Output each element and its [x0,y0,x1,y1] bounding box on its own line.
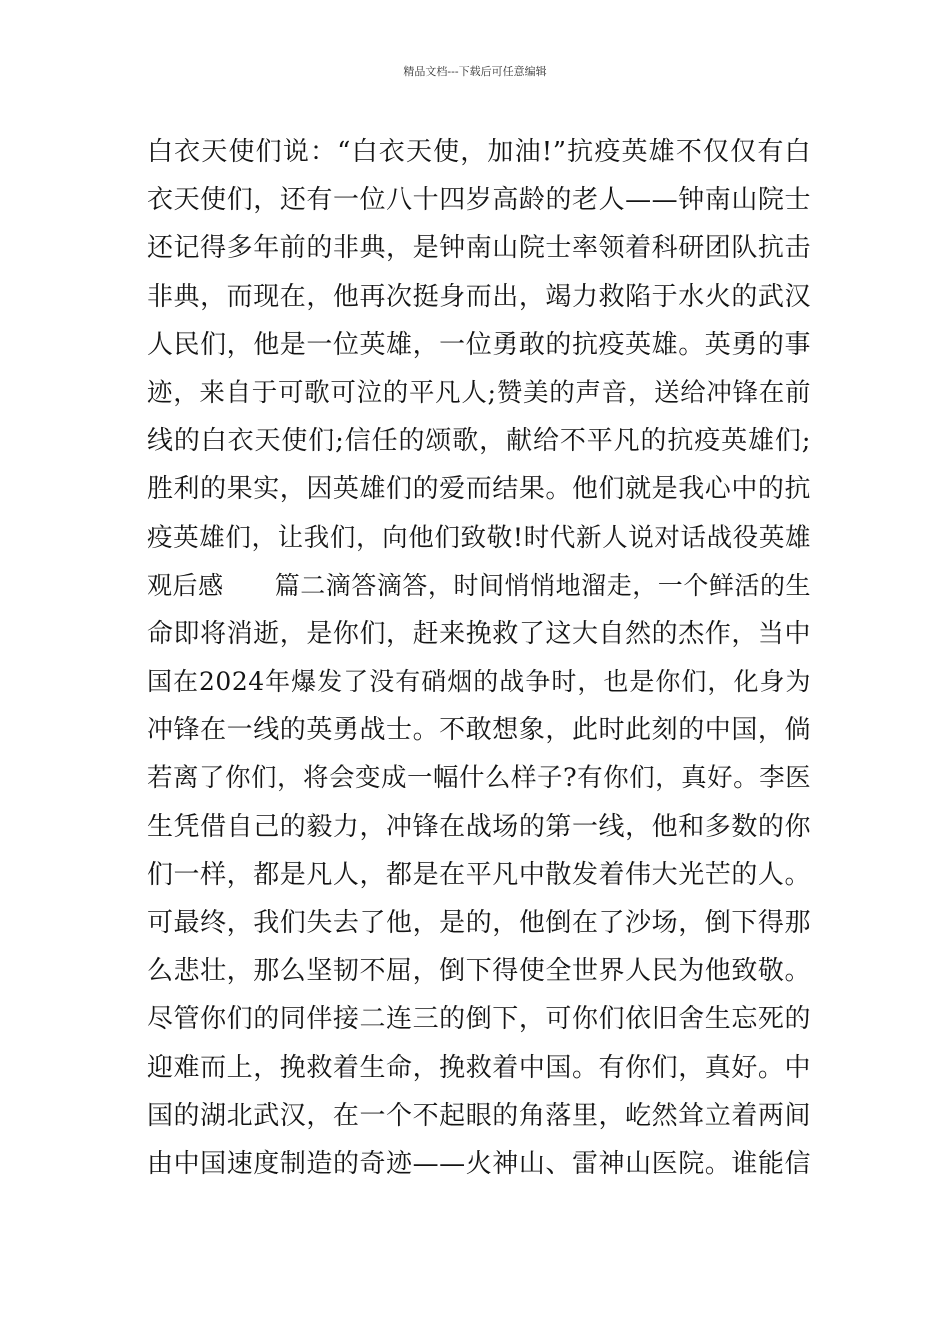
text-line: 国的湖北武汉，在一个不起眼的角落里，屹然耸立着两间 [147,1100,811,1131]
text-line: 非典，而现在，他再次挺身而出，竭力救陷于水火的武汉 [147,281,811,312]
text-line: 们一样，都是凡人，都是在平凡中散发着伟大光芒的人。 [147,859,811,890]
text-line: 白衣天使们说：“白衣天使，加油!”抗疫英雄不仅仅有白 [147,137,811,167]
text-line: 疫英雄们，让我们，向他们致敬!时代新人说对话战役英雄 [147,522,811,553]
text-line: 国在2024年爆发了没有硝烟的战争时，也是你们，化身为 [147,667,811,697]
text-line: 衣天使们，还有一位八十四岁高龄的老人——钟南山院士 [147,185,811,216]
text-line: 若离了你们，将会变成一幅什么样子?有你们，真好。李医 [147,763,812,794]
document-body [147,128,811,1188]
text-line: 迹，来自于可歌可泣的平凡人;赞美的声音，送给冲锋在前 [147,377,811,408]
text-line: 人民们，他是一位英雄，一位勇敢的抗疫英雄。英勇的事 [147,329,811,360]
text-line: 尽管你们的同伴接二连三的倒下，可你们依旧舍生忘死的 [147,1004,811,1035]
text-line: 命即将消逝，是你们，赶来挽救了这大自然的杰作，当中 [147,618,811,649]
text-line: 线的白衣天使们;信任的颂歌，献给不平凡的抗疫英雄们; [147,426,811,457]
text-line: 么悲壮，那么坚韧不屈，倒下得使全世界人民为他致敬。 [147,956,811,987]
page-header: 精品文档---下载后可任意编辑 [403,65,547,78]
text-line: 胜利的果实，因英雄们的爱而结果。他们就是我心中的抗 [147,474,811,505]
text-line: 可最终，我们失去了他，是的，他倒在了沙场，倒下得那 [147,908,811,938]
text-line: 由中国速度制造的奇迹——火神山、雷神山医院。谁能信 [147,1148,811,1179]
text-line: 还记得多年前的非典，是钟南山院士率领着科研团队抗击 [147,233,811,264]
text-line: 迎难而上，挽救着生命，挽救着中国。有你们，真好。中 [147,1052,811,1083]
text-line: 生凭借自己的毅力，冲锋在战场的第一线，他和多数的你 [147,811,811,842]
text-line: 观后感 篇二滴答滴答，时间悄悄地溜走，一个鲜活的生 [147,570,811,600]
text-line: 冲锋在一线的英勇战士。不敢想象，此时此刻的中国，倘 [147,715,811,746]
